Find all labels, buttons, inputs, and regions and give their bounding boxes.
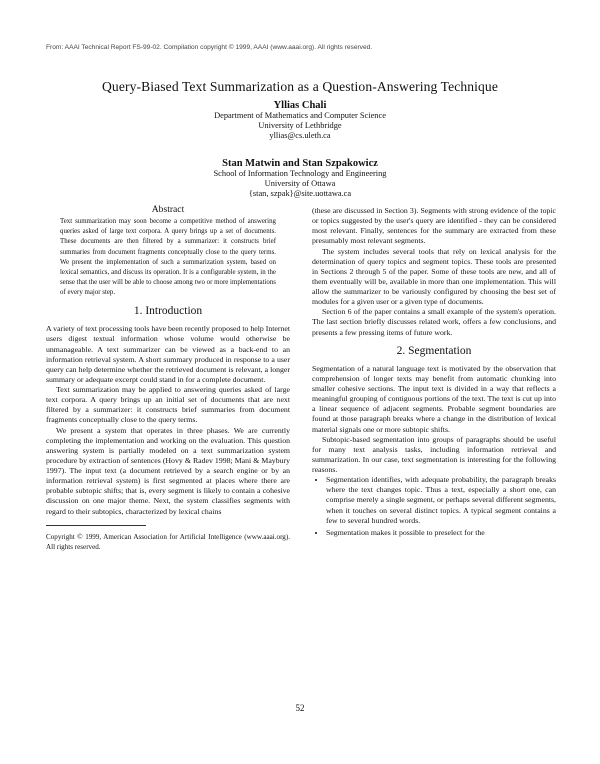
body-paragraph: (these are discussed in Section 3). Segments with strong evidence of the topic or topics suggested by the user's query are identified - they can be considered most relevant. Finally, sentences for the summary are extracted from these presumably most relevant segments. bbox=[312, 206, 556, 246]
author-email: yllias@cs.uleth.ca bbox=[269, 131, 331, 141]
footnote-rule bbox=[46, 525, 146, 526]
author-department: School of Information Technology and Engineering bbox=[213, 169, 387, 178]
abstract-text: Text summarization may soon become a competitive method of answering queries asked of large text corpora. A query brings up a set of documents. These documents are then filtered by a summarizer: it constructs brief summaries from document fragments conceptually close to the query terms. We present the implementation of such a summarization system, based on lexical semantics, and discuss its operation. It is a configurable system, in the sense that the user will be able to choose among two or more implementations of every major step. bbox=[60, 218, 276, 296]
section-2-heading: 2. Segmentation bbox=[396, 344, 472, 357]
abstract-heading: Abstract bbox=[151, 204, 185, 215]
author-department: Department of Mathematics and Computer Science bbox=[214, 111, 386, 120]
author-block-1 bbox=[100, 100, 500, 142]
right-column bbox=[312, 206, 556, 540]
section-1-heading: 1. Introduction bbox=[133, 305, 203, 318]
author-university: University of Ottawa bbox=[264, 179, 336, 189]
author-email: {stan, szpak}@site.uottawa.ca bbox=[248, 189, 352, 199]
author-university: University of Lethbridge bbox=[258, 121, 342, 131]
segmentation-paragraph: Subtopic-based segmentation into groups of paragraphs should be useful for many text analysis tasks, including information retrieval and summarization. In our case, text segmentation is interesting for the following reasons. bbox=[312, 434, 556, 474]
bullet-list bbox=[312, 475, 556, 538]
author-name: Stan Matwin and Stan Szpakowicz bbox=[222, 158, 378, 169]
intro-paragraph: Text summarization may be applied to answering queries asked of large text corpora. A query brings up an initial set of documents that are next filtered by a summarizer: it constructs brief summaries from document fragments conceptually close to the query terms. bbox=[46, 385, 290, 425]
copyright-footnote: Copyright © 1999, American Association for Artificial Intelligence (www.aaai.org). All rights reserved. bbox=[46, 532, 290, 551]
copyright-banner: From: AAAI Technical Report FS-99-02. Compilation copyright © 1999, AAAI (www.aaai.org). All rights reserved. bbox=[46, 44, 373, 51]
segmentation-paragraph: Segmentation of a natural language text is motivated by the observation that comprehension of longer texts may benefit from automatic chunking into smaller cohesive sections. The input text is divided in a way that reflects a meaningful grouping of contiguous portions of the text. The text is cut up into a linear sequence of adjacent segments. Probable segment boundaries are found at those paragraph breaks where a change in the distribution of lexical material signals one or more subtopic shifts. bbox=[312, 363, 556, 434]
intro-paragraph: A variety of text processing tools have been recently proposed to help Internet users digest textual information whose volume would otherwise be unmanageable. A text summarizer can be viewed as a back-end to an information retrieval system. A short summary produced in response to a user query can help determine whether the retrieved document is relevant, a longer summary or adequate excerpt could stand in for a complete document. bbox=[46, 324, 290, 384]
body-paragraph: The system includes several tools that rely on lexical analysis for the determination of query topics and segment topics. These tools are presented in Sections 2 through 5 of the paper. Some of these tools are new, and all of them eventually will be, available in more than one implementation. This will allow the summarizer to be variously configured by choosing the best set of modules for a given user or a given type of documents. bbox=[312, 246, 556, 307]
bullet-item: • Segmentation makes it possible to preselect for the bbox=[326, 528, 556, 538]
paper-title: Query-Biased Text Summarization as a Question-Answering Technique bbox=[102, 79, 498, 94]
intro-paragraph: We present a system that operates in three phases. We are currently completing the implementation and working on the evaluation. This question answering system is partially modeled on a text summarization system procedure by extraction of sentences (Hovy & Radev 1998; Mani & Maybury 1997). The input text (a document retrieved by a search engine or by an information retrieval system) is first segmented at places where there are probable subtopic shifts; that is, every segment is likely to contain a cohesive discussion on one major theme. Next, the system classifies segments with regard to their subtopics, characterized by lexical chains bbox=[46, 425, 290, 516]
author-block-2 bbox=[100, 158, 500, 200]
page-number: 52 bbox=[295, 703, 305, 713]
left-column bbox=[46, 205, 290, 552]
body-paragraph: Section 6 of the paper contains a small example of the system's operation. The last section briefly discusses related work, offers a few conclusions, and presents a few pressing items of future work. bbox=[312, 307, 556, 337]
bullet-item: • Segmentation identifies, with adequate probability, the paragraph breaks where the text changes topic. Thus a text, especially a short one, can comprise merely a single segment, or perhaps several different segments, when it touches on several distinct topics. A typical segment contains a few to several hundred words. bbox=[326, 475, 556, 526]
author-name: Yllias Chali bbox=[273, 100, 327, 111]
